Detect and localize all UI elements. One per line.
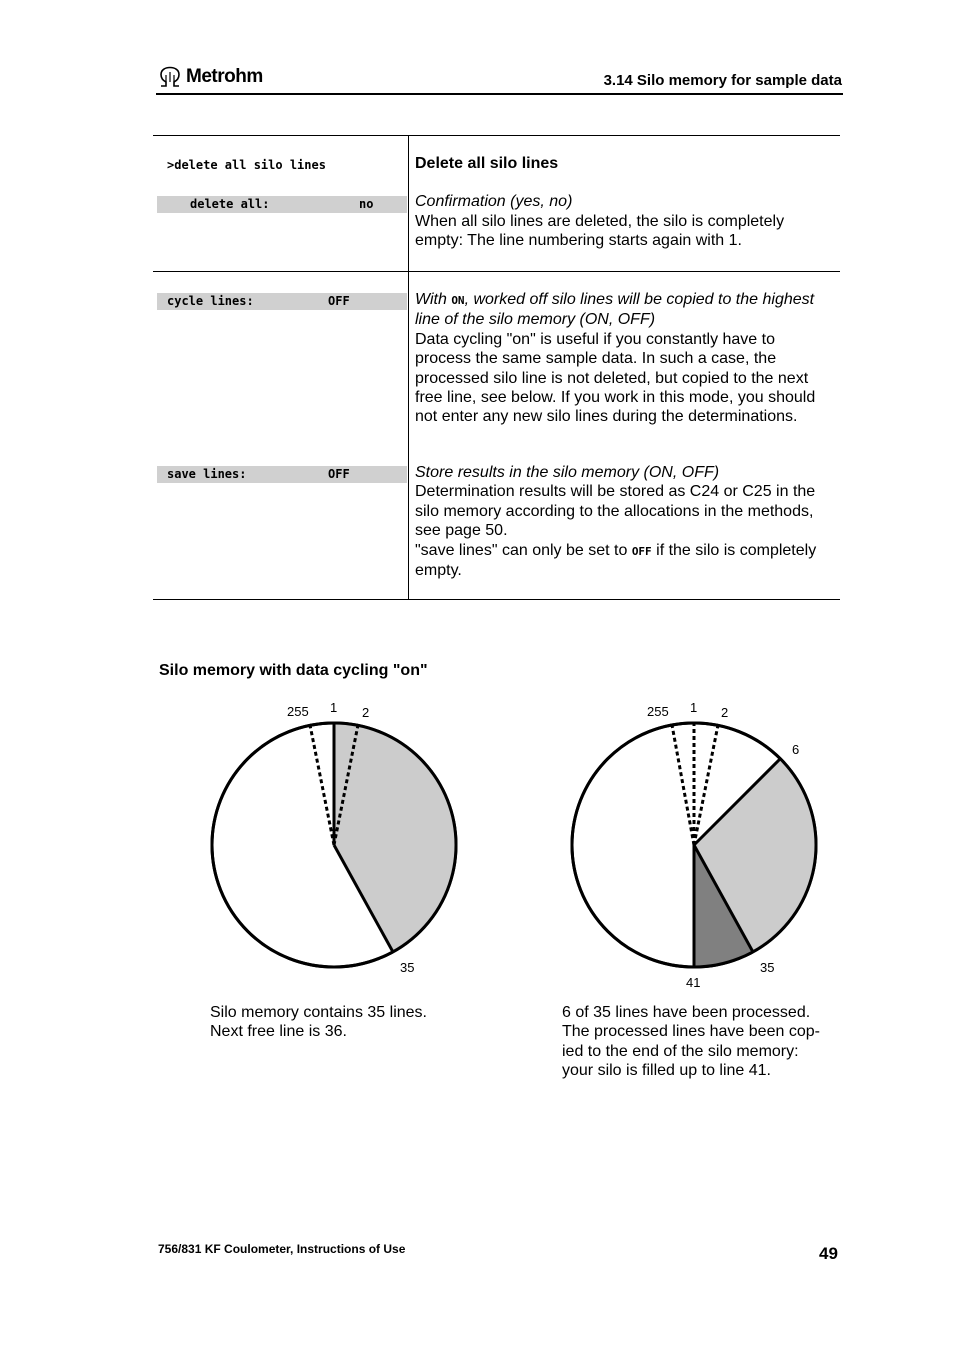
text-fragment: With (415, 291, 452, 308)
save-italic-note: Store results in the silo memory (ON, OFF) (415, 464, 720, 481)
section-title: 3.14 Silo memory for sample data (603, 72, 842, 89)
caption-line: Silo memory contains 35 lines. (210, 1004, 427, 1021)
caption-line: Next free line is 36. (210, 1023, 347, 1041)
row-body: When all silo lines are deleted, the silo is completely empty: The line numbering starts again with 1. (415, 212, 785, 250)
row-heading: Delete all silo lines (415, 155, 559, 172)
field-label: save lines: (167, 467, 247, 481)
emphasis-new: new (512, 408, 543, 426)
table-top-rule (153, 135, 840, 136)
label-255: 255 (287, 704, 309, 719)
display-field-cycle-lines (157, 293, 407, 310)
menu-entry-delete: >delete all silo lines (167, 158, 326, 172)
key-on: ON (451, 294, 465, 307)
caption-line: 6 of 35 lines have been processed. (562, 1004, 811, 1021)
label-35: 35 (400, 960, 415, 975)
cycle-body (415, 330, 835, 427)
key-off: OFF (631, 544, 652, 558)
label-2: 2 (362, 705, 370, 720)
text-fragment: , worked off silo lines will be copied to the highest line of the silo memory (ON, OFF) (415, 291, 815, 329)
label-1: 1 (330, 700, 338, 715)
display-field-delete-all (157, 196, 407, 213)
label-255: 255 (647, 704, 669, 719)
table-bottom-rule (153, 599, 840, 600)
confirmation-note: Confirmation (yes, no) (415, 193, 573, 211)
diagram-heading: Silo memory with data cycling "on" (159, 662, 428, 679)
silo-diagram-left (190, 695, 480, 985)
field-value: no (359, 197, 374, 211)
brand-name: Metrohm (186, 66, 263, 87)
label-2: 2 (721, 705, 729, 720)
silo-diagram-right (550, 695, 840, 995)
save-body-1: Determination results will be stored as C24 or C25 in the silo memory according to the allocations in the methods, see page 50. (415, 483, 816, 540)
footer-title: 756/831 KF Coulometer, Instructions of Use (158, 1242, 406, 1256)
text-fragment: "save lines" can only be set to (415, 541, 632, 559)
caption-left (210, 1003, 427, 1042)
caption-line: ied to the end of the silo memory: (562, 1042, 799, 1060)
cycle-italic-note (415, 290, 835, 330)
field-value: OFF (328, 294, 350, 308)
header-rule (156, 93, 843, 95)
brand-logo (158, 66, 263, 88)
text-fragment: if the silo is completely empty. (415, 541, 817, 580)
delete-description (415, 154, 835, 251)
caption-line: The processed lines have been cop- (562, 1023, 820, 1041)
table-column-divider (408, 135, 409, 600)
field-value: OFF (328, 467, 350, 481)
field-label: cycle lines: (167, 294, 254, 308)
cycle-description (415, 290, 835, 427)
caption-line: your silo is filled up to line 41. (562, 1062, 771, 1080)
omega-logo-icon (158, 66, 182, 88)
label-41: 41 (686, 975, 701, 990)
label-6: 6 (792, 742, 800, 757)
caption-right (562, 1003, 820, 1081)
table-row-divider (153, 271, 840, 272)
page-number: 49 (819, 1244, 838, 1263)
label-1: 1 (690, 700, 698, 715)
label-35: 35 (760, 960, 775, 975)
field-label: delete all: (190, 197, 270, 211)
text-fragment: Data cycling "on" is useful if you constantly have to process the same sample data. In such a case, the processed silo line is not deleted, but copied to the next free line, see below. If you work in this mode, you should not enter any (415, 330, 816, 426)
display-field-save-lines (157, 466, 407, 483)
save-description (415, 463, 835, 580)
text-fragment: silo lines during the determinations. (542, 408, 798, 426)
save-body-2 (415, 541, 835, 581)
